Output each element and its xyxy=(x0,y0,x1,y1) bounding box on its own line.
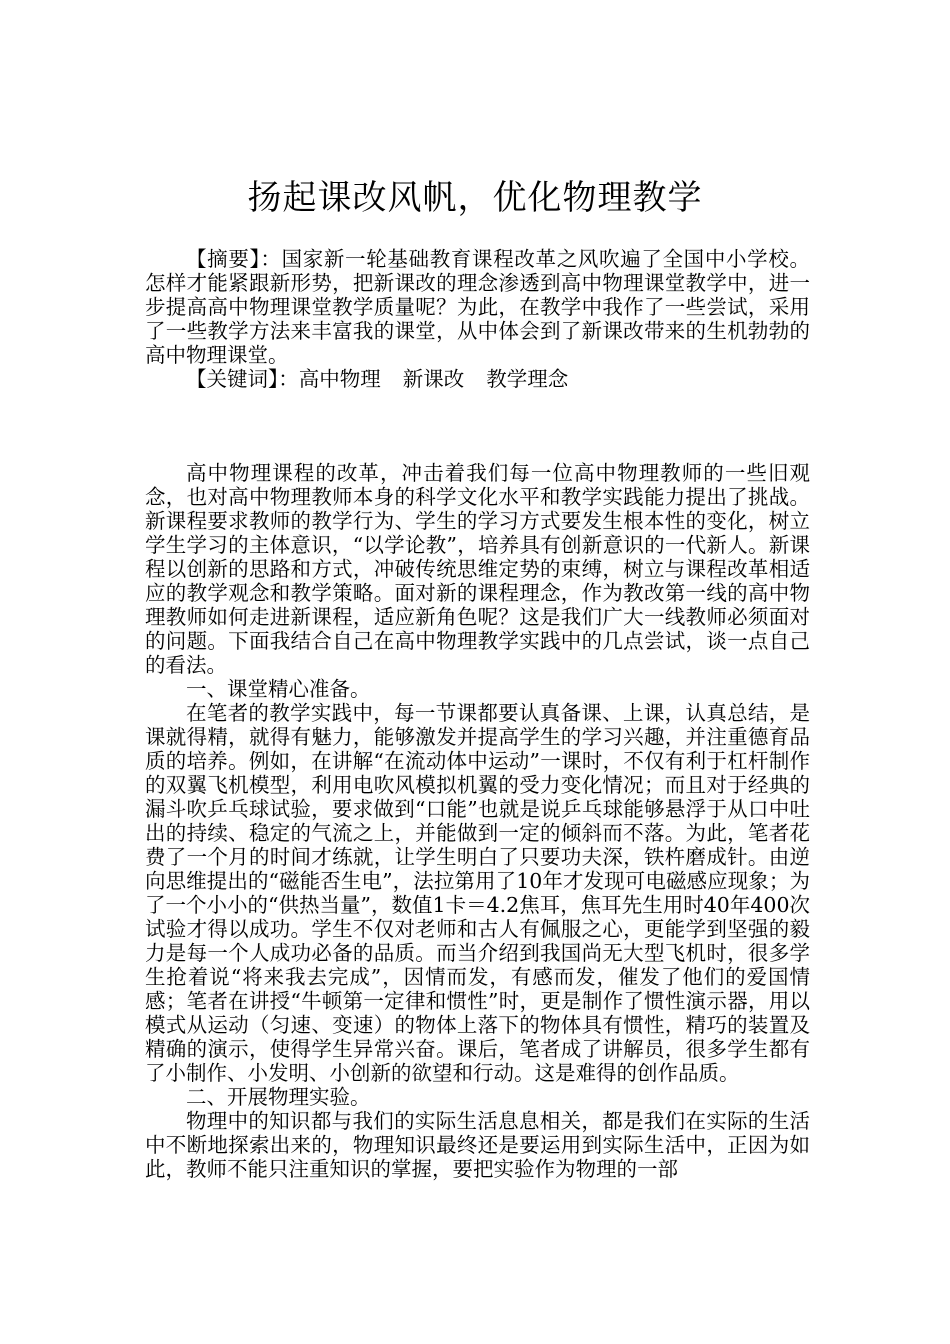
keywords-label: 【关键词】： xyxy=(186,367,299,391)
keyword-item: 高中物理 xyxy=(298,367,381,391)
section-heading: 一、课堂精心准备。 xyxy=(186,677,371,701)
abstract-text: ：国家新一轮基础教育课程改革之风吹遍了全国中小学校。怎样才能紧跟新形势，把新课改的理念渗透到高中物理课堂教学中，进一步提高高中物理课堂教学质量呢？为此，在教学中我作了一些尝试，采用了一些教学方法来丰富我的课堂，从中体会到了新课改带来的生机勃勃的高中物理课堂。 xyxy=(145,247,810,367)
body-section xyxy=(145,461,810,1181)
document-title: 扬起课改风帆，优化物理教学 xyxy=(247,178,703,218)
keywords-line xyxy=(145,367,810,391)
body-paragraph: 在笔者的教学实践中，每一节课都要认真备课、上课，认真总结，是课就得精，就得有魅力，能够激发并提高学生的学习兴趣，并注重德育品质的培养。例如，在讲解“在流动体中运动”一课时，不仅有利于杠杆制作的双翼飞机模型，利用电吹风模拟机翼的受力变化情况；而且对于经典的漏斗吹乒乓球试验，要求做到“口能”也就是说乒乓球能够悬浮于从口中吐出的持续、稳定的气流之上，并能做到一定的倾斜而不落。为此，笔者花费了一个月的时间才练就，让学生明白了只要功夫深，铁杵磨成针。由逆向思维提出的“磁能否生电”，法拉第用了10年才发现可电磁感应现象；为了一个小小的“供热当量”，数值1卡＝4.2焦耳，焦耳先生用时40年400次试验才得以成功。学生不仅对老师和古人有佩服之心，更能学到坚强的毅力是每一个人成功必备的品质。而当介绍到我国尚无大型飞机时，很多学生抢着说“将来我去完成”，因情而发，有感而发，催发了他们的爱国情感；笔者在讲授“牛顿第一定律和惯性”时，更是制作了惯性演示器，用以模式从运动（匀速、变速）的物体上落下的物体具有惯性，精巧的装置及精确的演示，使得学生异常兴奋。课后，笔者成了讲解员，很多学生都有了小制作、小发明、小创新的欲望和行动。这是难得的创作品质。 xyxy=(145,701,810,1085)
keyword-item: 新课改 xyxy=(402,367,465,391)
document-content xyxy=(145,247,810,1181)
abstract-section xyxy=(145,247,810,391)
keyword-item: 教学理念 xyxy=(486,367,569,391)
body-paragraph: 物理中的知识都与我们的实际生活息息相关，都是我们在实际的生活中不断地探索出来的，物理知识最终还是要运用到实际生活中，正因为如此，教师不能只注重知识的掌握，要把实验作为物理的一部 xyxy=(145,1109,810,1181)
body-paragraph: 高中物理课程的改革，冲击着我们每一位高中物理教师的一些旧观念，也对高中物理教师本身的科学文化水平和教学实践能力提出了挑战。新课程要求教师的教学行为、学生的学习方式要发生根本性的变化，树立学生学习的主体意识，“以学论教”，培养具有创新意识的一代新人。新课程以创新的思路和方式，冲破传统思维定势的束缚，树立与课程改革相适应的教学观念和教学策略。面对新的课程理念，作为教改第一线的高中物理教师如何走进新课程，适应新角色呢？这是我们广大一线教师必须面对的问题。下面我结合自己在高中物理教学实践中的几点尝试，谈一点自己的看法。 xyxy=(145,461,810,677)
abstract-paragraph xyxy=(145,247,810,367)
section-heading: 二、开展物理实验。 xyxy=(186,1085,371,1109)
abstract-label: 【摘要】 xyxy=(186,247,261,271)
